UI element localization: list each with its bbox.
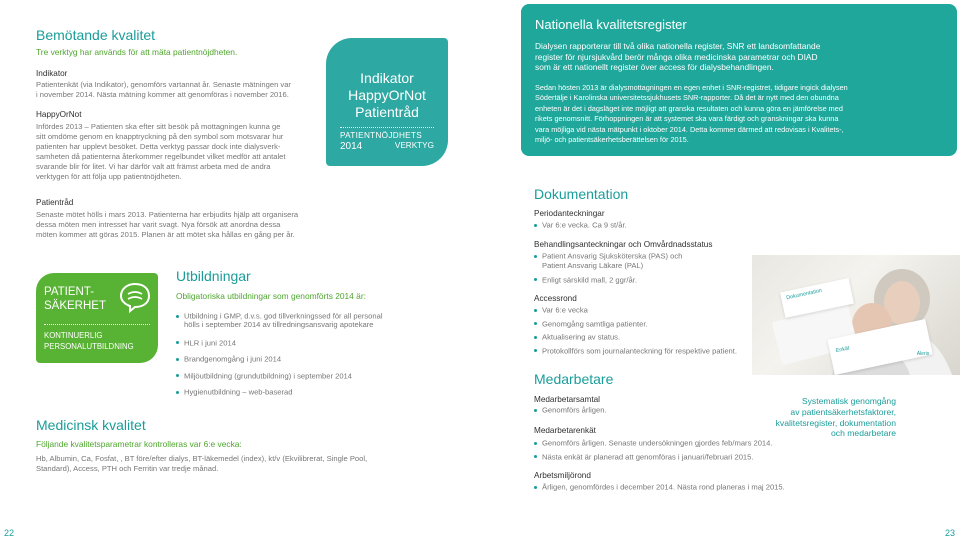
medarbetarenkat-list [534,436,772,463]
medarbetarsamtal-heading: Medarbetarsamtal [534,395,600,404]
section-subtitle-medicinsk: Följande kvalitetsparametrar kontrolleras var 6:e vecka: [36,439,242,449]
behandling-list [534,249,682,286]
list-item: Genomförs årligen. [534,403,607,417]
list-item-cont: Patient Ansvarig Läkare (PAL) [542,260,644,270]
section-subtitle-utbildningar: Obligatoriska utbildningar som genomförts 2014 är: [176,291,366,301]
badge-year: 2014 [340,141,363,152]
list-item: Var 6:e vecka. Ca 9 st/år. [534,218,627,232]
photo-caption: Systematisk genomgång av patientsäkerhetsfaktorer, kvalitetsregister, dokumentation och medarbetare [775,396,896,439]
list-item: Hygienutbildning – web-baserad [176,385,426,399]
list-item: Patient Ansvarig Sjuksköterska (PAS) och [534,249,682,263]
list-item: Årligen, genomfördes i december 2014. Nästa rond planeras i maj 2015. [534,480,785,494]
page-number-left: 22 [4,528,15,538]
list-item: Utbildning i GMP, d.v.s. god tillverkningssed för all personal [176,309,426,323]
accessrond-heading: Accessrond [534,294,577,303]
arbetsmiljorond-list [534,480,785,494]
medicinsk-text: Hb, Albumin, Ca, Fosfat, , BT före/efter dialys, BT-läkemedel (index), kt/v (Ekvilibrerat, Single Pool, Standard), Access, PTH och Ferritin var tredje månad. [36,454,368,473]
section-title-bemotande: Bemötande kvalitet [36,27,156,43]
speech-bubble-icon [118,281,152,315]
patientrad-text: Senaste mötet hölls i mars 2013. Patienterna har erbjudits hjälp att organisera dessa möten men intresset har varit svagt. Nya försök att anordna dessa möten kommer att göras 2015. Planen är att mötet ska hållas en gång per år. [36,210,299,239]
list-item: Brandgenomgång i juni 2014 [176,352,426,366]
list-item: Var 6:e vecka [534,303,737,317]
list-item: Enligt särskild mall, 2 ggr/år. [534,273,682,287]
ps-line2: SÄKERHET [44,300,106,312]
nationella-title: Nationella kvalitetsregister [535,17,687,32]
arbetsmiljorond-heading: Arbetsmiljörond [534,471,591,480]
utbildningar-list [176,309,426,399]
happyornot-text: Infördes 2013 – Patienten ska efter sitt besök på mottagningen kunna ge sitt omdöme genom en knapptryckning på den symbol som motsvarar hur patienten har upplevt besöket. Detta verktyg passar dock inte dialysverk- samheten då patienterna återkommer regelbundet vilket medför att antalet svarande blir för litet. Vi har därför valt att främst arbeta med de andra verktygen för att följa upp patientnöjdheten. [36,122,286,181]
list-item: Genomförs årligen. Senaste undersökningen gjordes feb/mars 2014. [534,436,772,450]
list-item: Nästa enkät är planerad att genomföras i januari/februari 2015. [534,450,772,464]
accessrond-list [534,303,737,357]
badge-line-indikator: Indikator [360,70,414,86]
photo-label-dokumentation: Dokumentation [785,287,823,302]
patientnojdhet-badge [326,38,448,166]
documentation-photo [752,255,960,375]
nationella-p1: Dialysen rapporterar till två olika nationella register, SNR ett landsomfattande register för njursjukvård berör många olika medicinska parametrar och DIAD som är ett nationellt register över access för dialysbehandlingen. [535,41,821,72]
section-title-medarbetare: Medarbetare [534,371,614,387]
list-item-cont: hölls i september 2014 av tillredningsansvarig apotekare [184,319,374,329]
section-title-utbildningar: Utbildningar [176,268,251,284]
patientsakerhet-badge [36,273,158,363]
medarbetarsamtal-list [534,403,607,417]
ps-line4: PERSONALUTBILDNING [44,342,134,351]
list-item: Miljöutbildning (grundutbildning) i september 2014 [176,369,426,383]
nationella-register-box [521,4,957,156]
periodanteckningar-heading: Periodanteckningar [534,209,605,218]
page-number-right: 23 [945,528,956,538]
ps-divider [44,324,150,325]
ps-line3: KONTINUERLIG [44,331,103,340]
list-item: HLR i juni 2014 [176,336,426,350]
list-item: Aktualisering av status. [534,330,737,344]
behandling-heading: Behandlingsanteckningar och Omvårdnadsstatus [534,240,713,249]
photo-label-enkat: Enkät [835,345,851,355]
section-title-dokumentation: Dokumentation [534,186,629,202]
badge-line-happyornot: HappyOrNot [348,87,426,103]
section-subtitle-bemotande: Tre verktyg har används för att mäta patientnöjdheten. [36,47,238,57]
patientrad-heading: Patientråd [36,198,74,207]
indikator-text: Patientenkät (via Indikator), genomförs vartannat år. Senaste mätningen var i november 2014. Nästa mätning kommer att genomföras i november 2016. [36,80,291,99]
badge-line-patientrad: Patientråd [355,104,419,120]
indikator-heading: Indikator [36,69,68,78]
list-item: Genomgång samtliga patienter. [534,317,737,331]
happyornot-heading: HappyOrNot [36,110,82,119]
periodanteckningar-list [534,218,627,232]
medarbetarenkat-heading: Medarbetarenkät [534,426,596,435]
list-item: Protokollförs som journalanteckning för respektive patient. [534,344,737,358]
badge-divider [340,127,434,128]
nationella-p2: Sedan hösten 2013 är dialysmottagningen en egen enhet i SNR-registret, tidigare ingick dialysen Södertälje i Karolinska universitetssjukhusets SNR-rapporter. Då det är nytt med den obundna enheten är det i dagsläget inte möjligt att granska resultaten och kunna göra en jämförelse med rikets genomsnitt. Förhoppningen är att systemet ska vara färdigt och granskningar ska kunna vara möjliga vid nästa mätpunkt i oktober 2014. Detta kommer därmed att redovisas i Kvalitets-, miljö- och patientsäkerhetsberättelsen för 2015. [535,83,848,145]
aleris-logo: Aleris [916,351,930,357]
badge-tool-line2: VERKTYG [394,141,434,150]
ps-line1: PATIENT- [44,286,95,298]
section-title-medicinsk: Medicinsk kvalitet [36,417,146,433]
badge-tool-line1: PATIENTNÖJDHETS [340,131,422,140]
